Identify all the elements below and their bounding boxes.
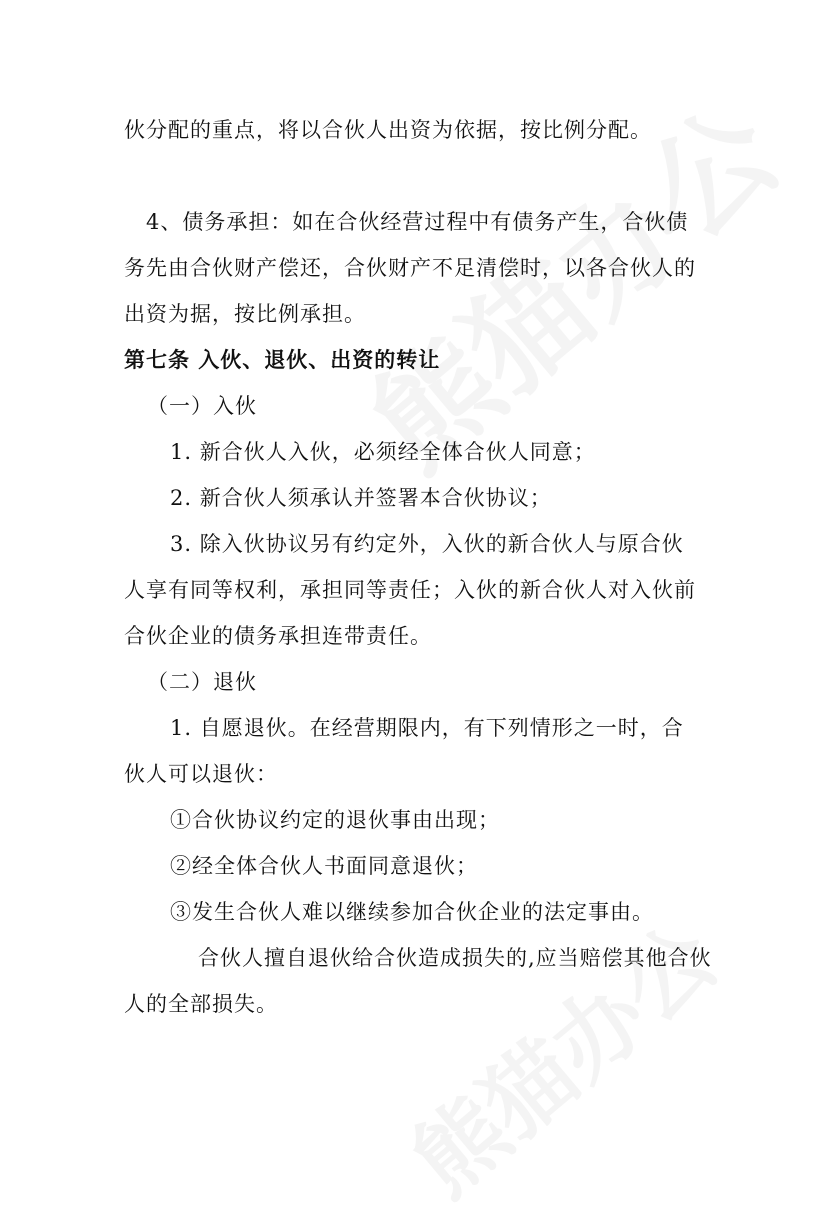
watermark-bottom: [380, 889, 739, 1220]
paragraph-line: 出资为据，按比例承担。: [124, 302, 366, 326]
list-item: 1. 新合伙人入伙，必须经全体合伙人同意；: [170, 440, 596, 464]
list-item: ③发生合伙人难以继续参加合伙企业的法定事由。: [170, 900, 654, 924]
paragraph-line: 合伙企业的债务承担连带责任。: [124, 624, 432, 648]
paragraph-line: 人享有同等权利，承担同等责任；入伙的新合伙人对入伙前: [124, 578, 696, 602]
section-heading: 第七条 入伙、退伙、出资的转让: [124, 348, 441, 372]
list-item: ①合伙协议约定的退伙事由出现；: [170, 808, 500, 832]
list-item: 1. 自愿退伙。在经营期限内，有下列情形之一时，合: [170, 716, 684, 740]
paragraph-line: 合伙人擅自退伙给合伙造成损失的,应当赔偿其他合伙: [198, 946, 712, 970]
paragraph-line: 4、债务承担：如在合伙经营过程中有债务产生，合伙债: [146, 210, 689, 234]
subsection-heading: （一）入伙: [147, 394, 257, 418]
paragraph-line: 伙人可以退伙：: [124, 762, 278, 786]
paragraph-line: 人的全部损失。: [124, 992, 278, 1016]
paragraph-line: 伙分配的重点，将以合伙人出资为依据，按比例分配。: [124, 118, 652, 142]
subsection-heading: （二）退伙: [147, 670, 257, 694]
list-item: 3. 除入伙协议另有约定外，入伙的新合伙人与原合伙: [170, 532, 684, 556]
list-item: 2. 新合伙人须承认并签署本合伙协议；: [170, 486, 552, 510]
paragraph-line: 务先由合伙财产偿还，合伙财产不足清偿时，以各合伙人的: [124, 256, 696, 280]
list-item: ②经全体合伙人书面同意退伙；: [170, 854, 478, 878]
